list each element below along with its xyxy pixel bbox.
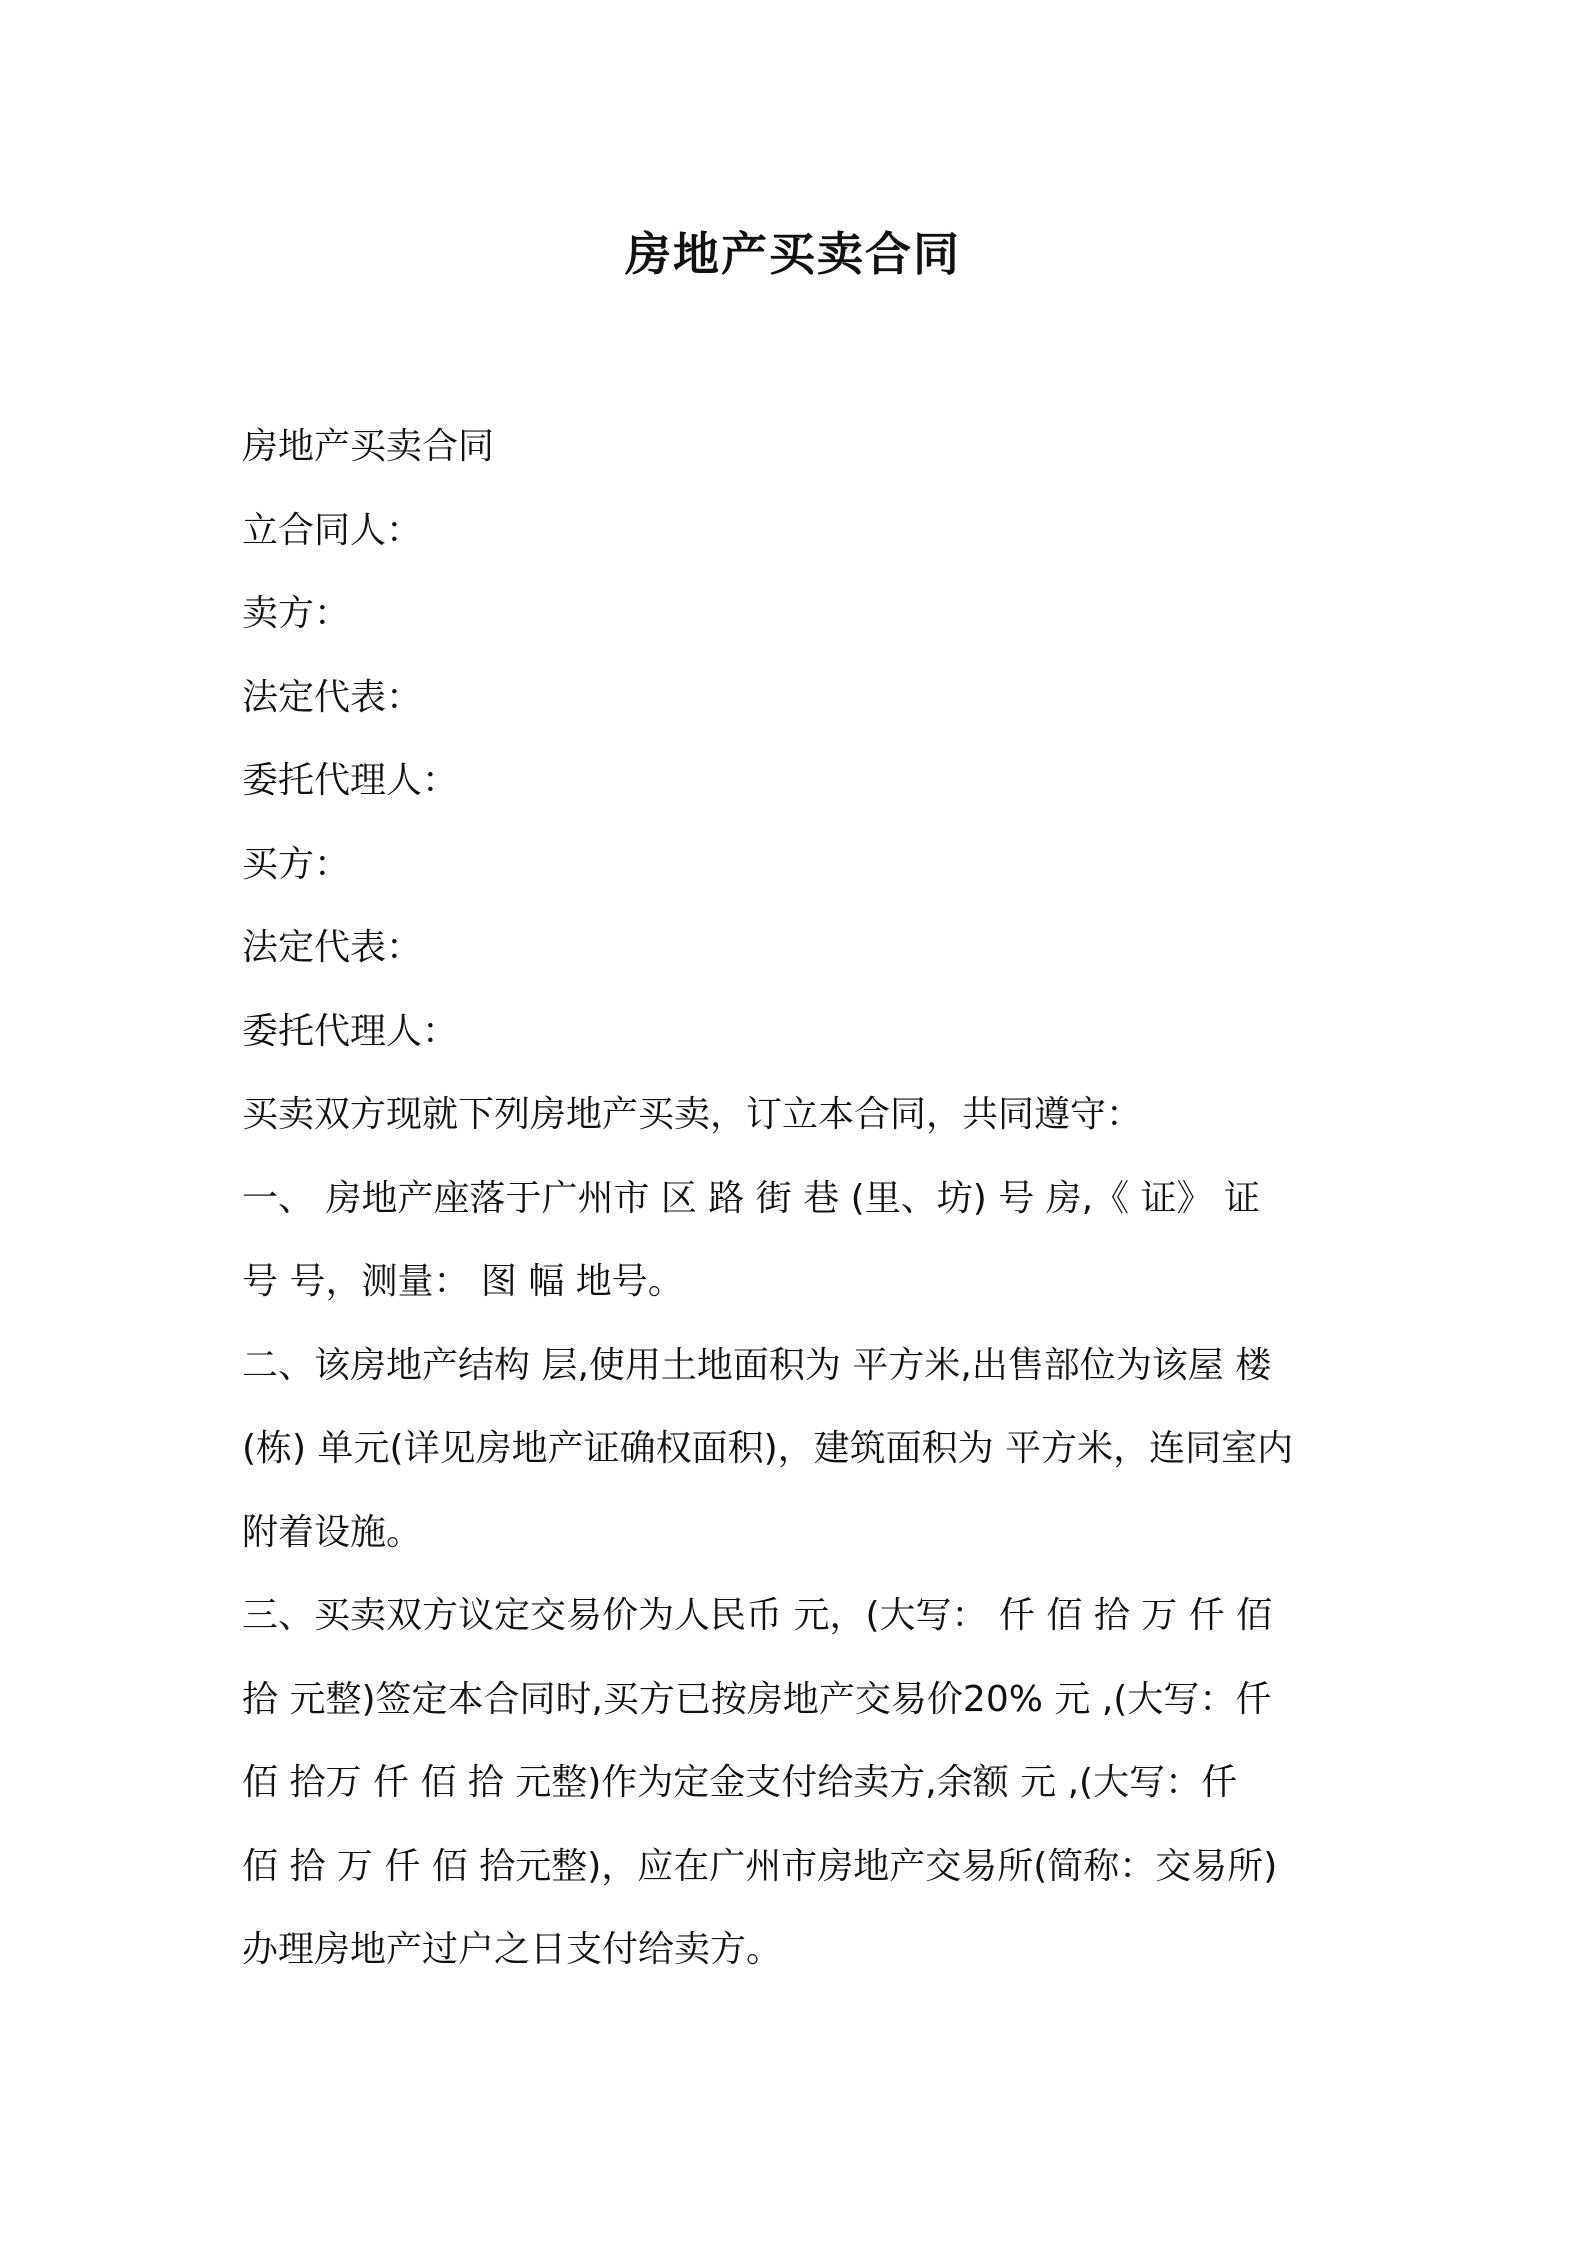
- body-line-seller-legal-rep: 法定代表：: [242, 676, 423, 718]
- document-title: 房地产买卖合同: [625, 227, 961, 281]
- body-line-preamble: 买卖双方现就下列房地产买卖，订立本合同，共同遵守：: [242, 1094, 1143, 1135]
- body-line-seller: 卖方：: [242, 593, 351, 634]
- clause-2-line-3: 附着设施。: [242, 1511, 423, 1553]
- body-line-heading: 房地产买卖合同: [242, 426, 495, 467]
- body-line-buyer-legal-rep: 法定代表：: [242, 927, 423, 968]
- body-line-parties: 立合同人：: [242, 509, 423, 551]
- document-body: [242, 405, 1354, 1992]
- clause-2-line-2: (栋) 单元(详见房地产证确权面积)，建筑面积为 平方米，连同室内: [242, 1428, 1294, 1469]
- body-line-buyer-agent: 委托代理人：: [242, 1010, 459, 1052]
- body-line-buyer: 买方：: [242, 843, 351, 885]
- clause-1-line-1: 一、 房地产座落于广州市 区 路 街 巷 (里、坊) 号 房,《 证》 证: [242, 1177, 1260, 1219]
- clause-3-line-4: 佰 拾 万 仟 佰 拾元整)，应在广州市房地产交易所(简称：交易所): [242, 1845, 1278, 1887]
- clause-3-line-5: 办理房地产过户之日支付给卖方。: [242, 1929, 783, 1970]
- clause-2-line-1: 二、该房地产结构 层,使用土地面积为 平方米,出售部位为该屋 楼: [242, 1344, 1272, 1386]
- body-line-seller-agent: 委托代理人：: [242, 760, 459, 801]
- clause-3-line-1: 三、买卖双方议定交易价为人民币 元，(大写： 仟 佰 拾 万 仟 佰: [242, 1595, 1273, 1636]
- clause-1-line-2: 号 号，测量： 图 幅 地号。: [242, 1261, 684, 1302]
- clause-3-line-3: 佰 拾万 仟 佰 拾 元整)作为定金支付给卖方,余额 元 ,(大写：仟: [242, 1762, 1238, 1803]
- clause-3-line-2: 拾 元整)签定本合同时,买方已按房地产交易价20% 元 ,(大写：仟: [242, 1678, 1272, 1720]
